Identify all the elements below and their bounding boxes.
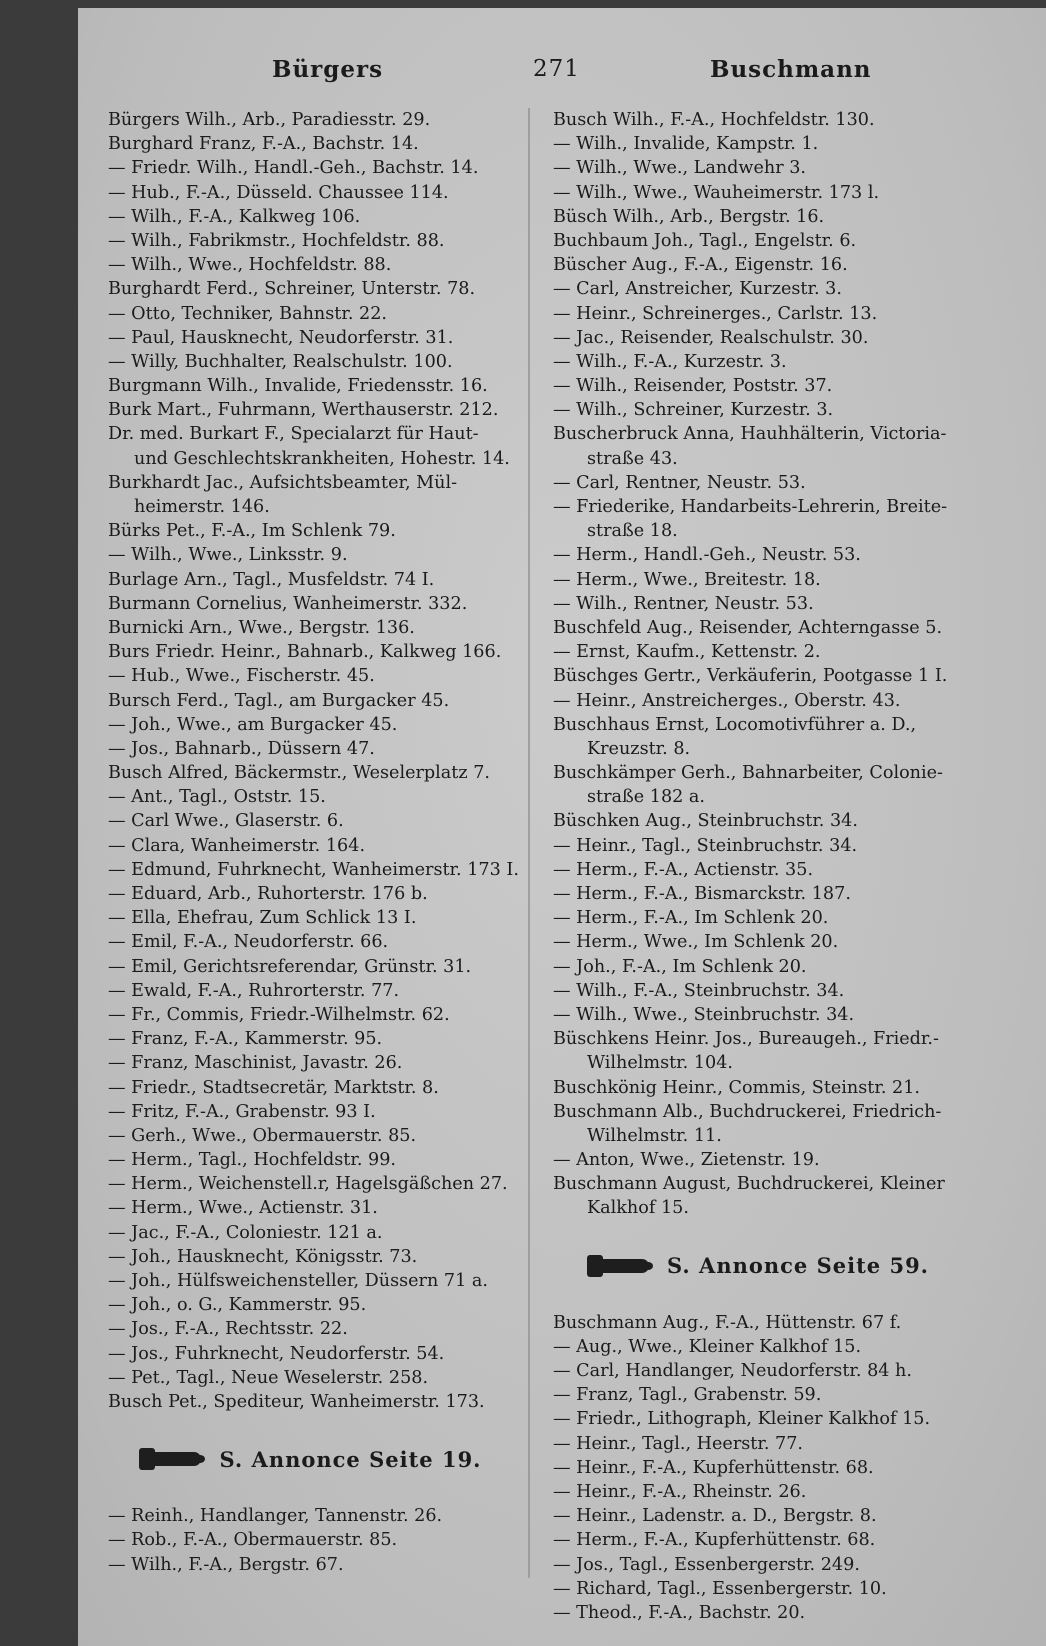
directory-entry: — Wilh., Wwe., Hochfeldstr. 88. (108, 255, 392, 276)
directory-entry: — Wilh., Wwe., Landwehr 3. (553, 158, 807, 179)
directory-entry: Buchbaum Joh., Tagl., Engelstr. 6. (553, 230, 857, 251)
directory-entry: — Franz, Maschinist, Javastr. 26. (108, 1053, 403, 1074)
directory-entry: — Friedr. Wilh., Handl.-Geh., Bachstr. 14. (108, 158, 479, 179)
directory-entry: — Fr., Commis, Friedr.-Wilhelmstr. 62. (108, 1004, 450, 1025)
directory-entry: und Geschlechtskrankheiten, Hohestr. 14. (134, 448, 510, 469)
directory-entry: — Richard, Tagl., Essenbergerstr. 10. (553, 1578, 887, 1599)
directory-entry: — Herm., F.-A., Kupferhüttenstr. 68. (553, 1530, 876, 1551)
directory-entry: — Heinr., Ladenstr. a. D., Bergstr. 8. (553, 1506, 877, 1527)
directory-entry: Kalkhof 15. (587, 1198, 689, 1219)
directory-entry: Buschkämper Gerh., Bahnarbeiter, Colonie- (553, 763, 943, 784)
directory-entry: — Edmund, Fuhrknecht, Wanheimerstr. 173 I. (108, 859, 519, 880)
directory-entry: — Franz, F.-A., Kammerstr. 95. (108, 1029, 383, 1050)
directory-entry: — Wilh., Wwe., Wauheimerstr. 173 l. (553, 182, 880, 203)
directory-entry: — Aug., Wwe., Kleiner Kalkhof 15. (553, 1336, 862, 1357)
directory-entry: Bürks Pet., F.-A., Im Schlenk 79. (108, 521, 396, 542)
directory-entry: — Wilh., F.-A., Steinbruchstr. 34. (553, 980, 845, 1001)
right-column (553, 108, 973, 1625)
directory-entry: — Wilh., F.-A., Kalkweg 106. (108, 206, 361, 227)
annonce-reference (553, 1221, 973, 1311)
directory-entry: — Jos., Fuhrknecht, Neudorferstr. 54. (108, 1343, 445, 1364)
directory-entry: — Herm., F.-A., Actienstr. 35. (553, 859, 814, 880)
directory-entry: Bursch Ferd., Tagl., am Burgacker 45. (108, 690, 450, 711)
directory-entry: — Jos., Bahnarb., Düssern 47. (108, 738, 375, 759)
directory-entry: — Hub., Wwe., Fischerstr. 45. (108, 666, 375, 687)
directory-entry: — Theod., F.-A., Bachstr. 20. (553, 1602, 806, 1623)
directory-entry: straße 18. (587, 521, 678, 542)
directory-entry: — Gerh., Wwe., Obermauerstr. 85. (108, 1125, 417, 1146)
header-left-keyword: Bürgers (272, 56, 384, 83)
directory-entry: — Heinr., F.-A., Rheinstr. 26. (553, 1481, 807, 1502)
directory-entry: — Otto, Techniker, Bahnstr. 22. (108, 303, 388, 324)
directory-entry: — Paul, Hausknecht, Neudorferstr. 31. (108, 327, 454, 348)
directory-entry: — Carl, Handlanger, Neudorferstr. 84 h. (553, 1361, 912, 1381)
directory-entry: — Herm., F.-A., Im Schlenk 20. (553, 908, 829, 929)
directory-entry: straße 43. (587, 448, 678, 469)
directory-entry: — Wilh., Invalide, Kampstr. 1. (553, 134, 819, 155)
directory-entry: Kreuzstr. 8. (587, 738, 691, 759)
directory-entry: — Heinr., F.-A., Kupferhüttenstr. 68. (553, 1457, 874, 1478)
directory-entry: Burk Mart., Fuhrmann, Werthauserstr. 212. (108, 400, 499, 421)
directory-entry: — Pet., Tagl., Neue Weselerstr. 258. (108, 1367, 429, 1388)
directory-entry: — Fritz, F.-A., Grabenstr. 93 I. (108, 1101, 376, 1122)
directory-entry: — Ella, Ehefrau, Zum Schlick 13 I. (108, 908, 417, 929)
directory-entry: — Carl, Anstreicher, Kurzestr. 3. (553, 279, 842, 300)
directory-entry: — Wilh., Wwe., Steinbruchstr. 34. (553, 1004, 855, 1025)
directory-entry: — Wilh., F.-A., Bergstr. 67. (108, 1554, 344, 1575)
directory-entry: Buschhaus Ernst, Locomotivführer a. D., (553, 714, 917, 735)
directory-entry: Busch Wilh., F.-A., Hochfeldstr. 130. (553, 110, 875, 130)
directory-entry: — Franz, Tagl., Grabenstr. 59. (553, 1385, 822, 1406)
directory-entry: — Wilh., Wwe., Linksstr. 9. (108, 545, 348, 566)
directory-entry: Wilhelmstr. 104. (587, 1053, 734, 1074)
directory-entry: Busch Alfred, Bäckermstr., Weselerplatz 7. (108, 763, 491, 784)
directory-entry: — Joh., F.-A., Im Schlenk 20. (553, 956, 807, 977)
directory-entry: — Hub., F.-A., Düsseld. Chaussee 114. (108, 182, 449, 203)
pointing-hand-icon (597, 1259, 649, 1273)
directory-entry: — Friedr., Stadtsecretär, Marktstr. 8. (108, 1077, 439, 1098)
directory-entry: — Joh., Wwe., am Burgacker 45. (108, 714, 398, 735)
page-header (78, 56, 1046, 90)
directory-entry: — Rob., F.-A., Obermauerstr. 85. (108, 1530, 398, 1551)
directory-entry: — Eduard, Arb., Ruhorterstr. 176 b. (108, 884, 428, 904)
directory-entry: — Jos., F.-A., Rechtsstr. 22. (108, 1319, 348, 1340)
directory-entry: — Herm., Tagl., Hochfeldstr. 99. (108, 1150, 397, 1171)
directory-entry: Buschmann Alb., Buchdruckerei, Friedrich- (553, 1101, 942, 1122)
directory-entry: — Herm., Wwe., Actienstr. 31. (108, 1198, 378, 1219)
directory-entry: — Herm., Wwe., Breitestr. 18. (553, 569, 821, 590)
directory-entry: — Reinh., Handlanger, Tannenstr. 26. (108, 1506, 443, 1527)
annonce-text: S. Annonce Seite 59. (666, 1253, 929, 1279)
directory-entry: Busch Pet., Spediteur, Wanheimerstr. 173. (108, 1391, 485, 1412)
directory-entry: — Herm., Handl.-Geh., Neustr. 53. (553, 545, 861, 566)
directory-entry: Büscher Aug., F.-A., Eigenstr. 16. (553, 255, 848, 276)
directory-entry: Burs Friedr. Heinr., Bahnarb., Kalkweg 166. (108, 642, 502, 663)
directory-entry: Burgmann Wilh., Invalide, Friedensstr. 16. (108, 376, 488, 397)
directory-entry: Buschkönig Heinr., Commis, Steinstr. 21. (553, 1077, 921, 1098)
directory-entry: Burghard Franz, F.-A., Bachstr. 14. (108, 134, 419, 155)
directory-entry: — Wilh., Rentner, Neustr. 53. (553, 593, 814, 614)
directory-entry: — Heinr., Tagl., Heerstr. 77. (553, 1433, 803, 1454)
directory-entry: Buscherbruck Anna, Hauhhälterin, Victoria- (553, 424, 947, 445)
annonce-text: S. Annonce Seite 19. (219, 1446, 482, 1472)
directory-entry: — Carl, Rentner, Neustr. 53. (553, 472, 806, 493)
directory-entry: — Jos., Tagl., Essenbergerstr. 249. (553, 1554, 860, 1575)
directory-entry: — Heinr., Schreinerges., Carlstr. 13. (553, 303, 878, 324)
directory-entry: Dr. med. Burkart F., Specialarzt für Haut- (108, 424, 479, 445)
directory-entry: — Carl Wwe., Glaserstr. 6. (108, 811, 344, 832)
annonce-reference (108, 1414, 523, 1504)
directory-entry: — Ernst, Kaufm., Kettenstr. 2. (553, 642, 821, 663)
directory-entry: Burlage Arn., Tagl., Musfeldstr. 74 I. (108, 569, 435, 590)
directory-entry: Burnicki Arn., Wwe., Bergstr. 136. (108, 617, 415, 638)
page-number: 271 (533, 56, 580, 82)
directory-entry: Bürgers Wilh., Arb., Paradiesstr. 29. (108, 110, 431, 130)
directory-entry: Büsch Wilh., Arb., Bergstr. 16. (553, 206, 825, 227)
directory-entry: — Herm., F.-A., Bismarckstr. 187. (553, 884, 851, 904)
directory-entry: — Wilh., Fabrikmstr., Hochfeldstr. 88. (108, 230, 445, 251)
directory-entry: heimerstr. 146. (134, 497, 270, 517)
directory-entry: — Anton, Wwe., Zietenstr. 19. (553, 1150, 820, 1171)
directory-entry: Buschmann Aug., F.-A., Hüttenstr. 67 f. (553, 1312, 902, 1333)
directory-entry: — Wilh., Schreiner, Kurzestr. 3. (553, 400, 834, 421)
directory-entry: Büschkens Heinr. Jos., Bureaugeh., Friedr.- (553, 1029, 939, 1050)
directory-entry: — Joh., o. G., Kammerstr. 95. (108, 1295, 367, 1316)
directory-entry: — Jac., F.-A., Coloniestr. 121 a. (108, 1222, 383, 1243)
directory-entry: — Ewald, F.-A., Ruhrorterstr. 77. (108, 980, 400, 1001)
directory-entry: — Wilh., F.-A., Kurzestr. 3. (553, 351, 787, 372)
directory-entry: — Heinr., Anstreicherges., Oberstr. 43. (553, 690, 901, 711)
directory-entry: straße 182 a. (587, 787, 706, 808)
directory-entry: Burkhardt Jac., Aufsichtsbeamter, Mül- (108, 472, 458, 493)
directory-entry: Büschken Aug., Steinbruchstr. 34. (553, 811, 858, 832)
directory-entry: Burmann Cornelius, Wanheimerstr. 332. (108, 593, 468, 614)
directory-entry: — Herm., Weichenstell.r, Hagelsgäßchen 27. (108, 1174, 508, 1195)
directory-entry: — Herm., Wwe., Im Schlenk 20. (553, 932, 839, 953)
directory-entry: — Emil, F.-A., Neudorferstr. 66. (108, 932, 389, 953)
directory-entry: Burghardt Ferd., Schreiner, Unterstr. 78. (108, 279, 476, 300)
directory-entry: — Friederike, Handarbeits-Lehrerin, Breite- (553, 497, 948, 517)
column-divider (528, 108, 530, 1578)
header-right-keyword: Buschmann (710, 56, 872, 83)
left-column (108, 108, 523, 1577)
directory-entry: — Jac., Reisender, Realschulstr. 30. (553, 327, 869, 348)
pointing-hand-icon (149, 1452, 201, 1466)
directory-entry: — Wilh., Reisender, Poststr. 37. (553, 376, 833, 397)
directory-entry: Buschfeld Aug., Reisender, Achterngasse 5. (553, 617, 943, 638)
directory-entry: — Willy, Buchhalter, Realschulstr. 100. (108, 351, 453, 372)
directory-entry: Buschmann August, Buchdruckerei, Kleiner (553, 1174, 945, 1195)
directory-entry: Wilhelmstr. 11. (587, 1125, 722, 1146)
directory-entry: — Joh., Hülfsweichensteller, Düssern 71 a. (108, 1271, 488, 1291)
directory-entry: — Friedr., Lithograph, Kleiner Kalkhof 15. (553, 1409, 931, 1430)
directory-entry: — Joh., Hausknecht, Königsstr. 73. (108, 1246, 418, 1267)
directory-entry: — Ant., Tagl., Oststr. 15. (108, 787, 326, 808)
directory-entry: — Heinr., Tagl., Steinbruchstr. 34. (553, 835, 858, 856)
directory-entry: — Emil, Gerichtsreferendar, Grünstr. 31. (108, 956, 472, 977)
directory-entry: Büschges Gertr., Verkäuferin, Pootgasse 1 I. (553, 666, 948, 687)
directory-page (78, 8, 1046, 1646)
directory-entry: — Clara, Wanheimerstr. 164. (108, 835, 366, 856)
